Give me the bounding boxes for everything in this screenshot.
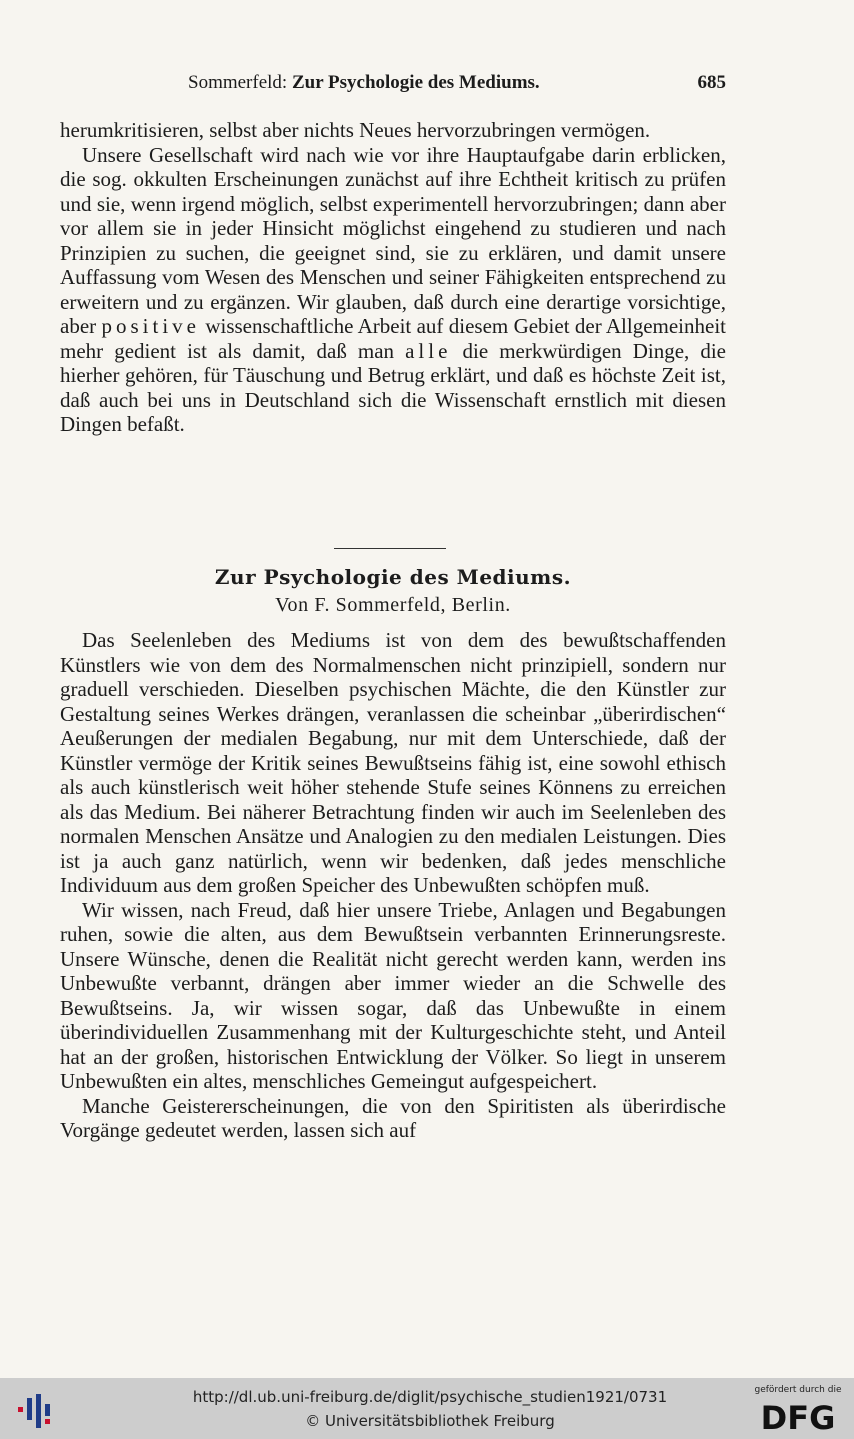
paragraph [60, 898, 726, 1094]
sponsor-caption: gefördert durch die [754, 1385, 842, 1395]
running-title [188, 72, 540, 94]
library-logo-icon [16, 1392, 56, 1428]
emphasis-alle: alle [405, 338, 452, 363]
text-segment: herumkritisieren, selbst aber nichts Neues hervorzubringen vermögen. [60, 118, 651, 142]
section-divider [334, 548, 446, 549]
running-head-author: Sommerfeld: [188, 72, 288, 93]
copyright-notice: © Universitätsbibliothek Freiburg [305, 1412, 555, 1430]
article-title: Zur Psychologie des Mediums. [214, 565, 572, 589]
text-segment: die merkwürdigen Dinge, die hierher gehören, für Täuschung und Betrug erklärt, und daß es höchste Zeit ist, daß auch bei uns in Deutschland sich die Wissenschaft ernstlich mit diesen Dingen befaßt. [60, 338, 727, 436]
paragraph [60, 1094, 726, 1143]
permalink-link[interactable]: http://dl.ub.uni-freiburg.de/diglit/psychische_studien1921/0731 [192, 1388, 668, 1406]
footer-bar [0, 1378, 854, 1439]
sponsor-block [754, 1384, 842, 1436]
text-segment: wissenschaftliche Arbeit auf diesem Gebiet der Allgemeinheit mehr gedient ist als damit, daß man [60, 314, 727, 363]
dfg-logo-text: DFG [760, 1399, 836, 1434]
text-segment: Manche Geistererscheinungen, die von den Spiritisten als überirdische Vorgänge gedeutet werden, lassen sich auf [60, 1093, 726, 1142]
emphasis-positive: positive [101, 314, 200, 338]
paragraph [60, 118, 726, 143]
text-segment: Unsere Gesellschaft wird nach wie vor ihre Hauptaufgabe darin erblicken, die sog. okkulten Erscheinungen zunächst auf ihre Echtheit kritisch zu prüfen und sie, wenn irgend möglich, selbst experimentell hervorzubringen; dann aber vor allem sie in jeder Hinsicht möglichst eingehend zu studieren und nach Prinzipien zu suchen, die geeignet sind, sie zu erklären, und damit unsere Auffassung vom Wesen des Menschen und seiner Fähigkeiten entsprechend zu erweitern und zu ergänzen. Wir glauben, daß durch eine derartige vorsichtige, aber [60, 142, 726, 338]
dfg-logo-icon [756, 1398, 840, 1434]
paragraph [60, 628, 726, 898]
text-segment: Wir wissen, nach Freud, daß hier unsere Triebe, Anlagen und Begabungen ruhen, sowie die alten, aus dem Bewußtsein verbannten Erinnerungsreste. Unsere Wünsche, denen die Realität nicht gerecht werden kann, werden ins Unbewußte verbannt, drängen aber immer wieder an die Schwelle des Bewußtseins. Ja, wir wissen sogar, daß das Unbewußte in einem überindividuellen Zusammenhang mit der Kulturgeschichte steht, und Anteil hat an der großen, historischen Entwicklung der Völker. So liegt in unserem Unbewußten ein altes, menschliches Gemeingut aufgespeichert. [60, 897, 726, 1093]
running-head-title: Zur Psychologie des Mediums. [291, 72, 540, 93]
running-head [60, 72, 726, 98]
text-segment: Das Seelenleben des Mediums ist von dem des bewußtschaffenden Künstlers wie von dem des Normalmenschen nicht prinzipiell, sondern nur graduell verschieden. Dieselben psychischen Mächte, die den Künstler zur Gestaltung seines Werkes drängen, veranlassen die scheinbar „überirdischen“ Aeußerungen der medialen Begabung, nur mit dem Unterschiede, daß der Künstler vermöge der Kritik seines Bewußtseins fähig ist, eine sowohl ethisch als auch künstlerisch weit höher stehende Stufe seines Könnens zu erreichen als das Medium. Bei näherer Betrachtung finden wir auch im Seelenleben des normalen Menschen Ansätze und Analogien zu den medialen Leistungen. Dies ist ja auch ganz natürlich, wenn wir bedenken, daß jedes menschliche Individuum aus dem großen Speicher des Unbewußten schöpfen muß. [60, 628, 726, 897]
article-text [60, 628, 726, 1143]
page-number: 685 [697, 72, 726, 93]
article-byline: Von F. Sommerfeld, Berlin. [275, 594, 511, 616]
paragraph [60, 143, 726, 437]
previous-article-text [60, 118, 726, 437]
